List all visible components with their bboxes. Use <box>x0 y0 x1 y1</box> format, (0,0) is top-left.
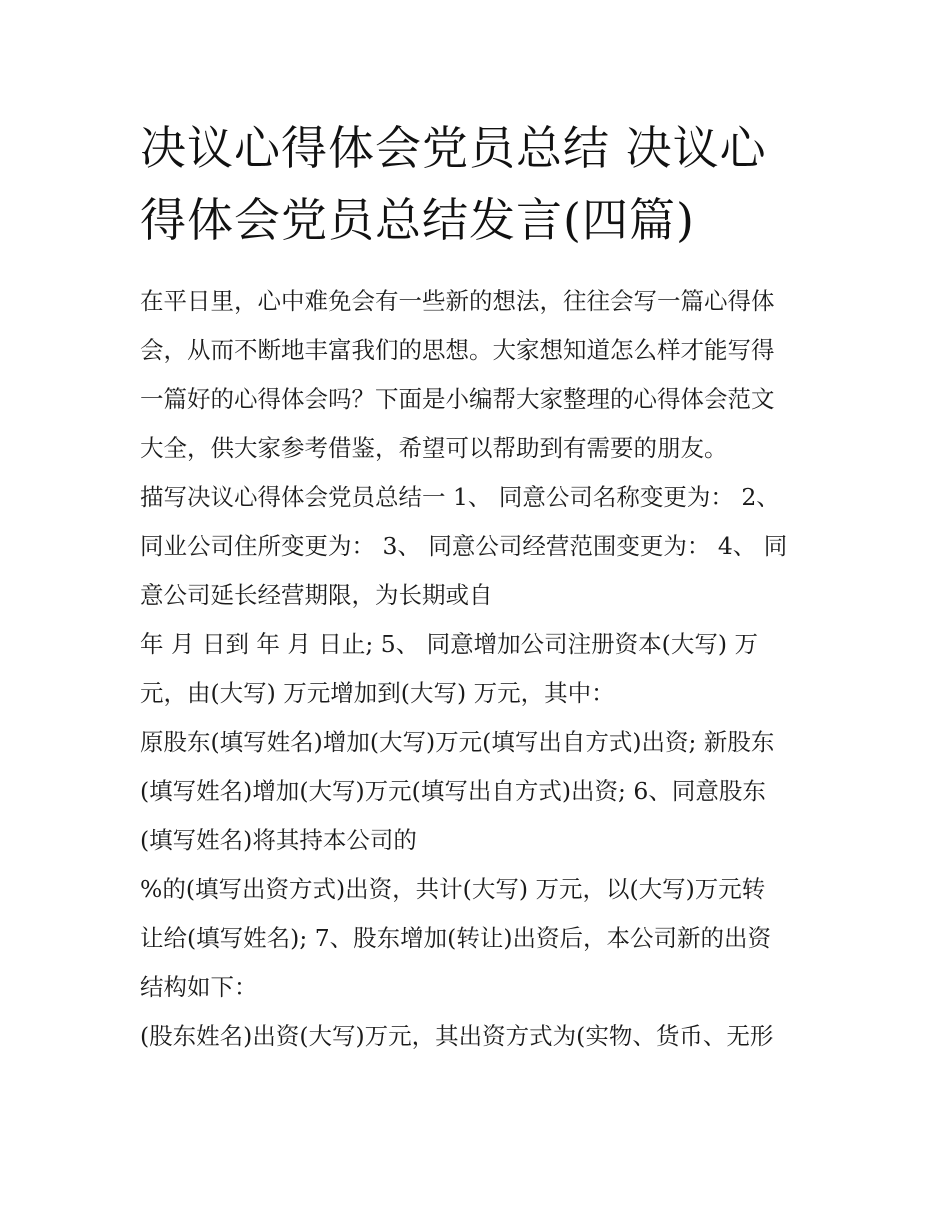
intro-paragraph <box>140 277 820 473</box>
text-line: 年 月 日到 年 月 日止; 5、 同意增加公司注册资本(大写) 万 <box>140 630 758 658</box>
text-line: (填写姓名)增加(大写)万元(填写出自方式)出资; 6、同意股东 <box>140 777 766 805</box>
resolution-paragraph <box>140 473 820 620</box>
text-line: 一篇好的心得体会吗？下面是小编帮大家整理的心得体会范文 <box>140 385 775 413</box>
transfer-paragraph <box>140 865 820 1012</box>
text-line: 描写决议心得体会党员总结一 1、 同意公司名称变更为： 2、 <box>140 483 780 511</box>
text-line: 元，由(大写) 万元增加到(大写) 万元，其中： <box>140 679 615 707</box>
title-line: 决议心得体会党员总结 决议心 <box>140 121 767 175</box>
text-line: (股东姓名)出资(大写)万元，其出资方式为(实物、货币、无形 <box>140 1022 774 1050</box>
text-line: 大全，供大家参考借鉴，希望可以帮助到有需要的朋友。 <box>140 434 728 462</box>
text-line: 原股东(填写姓名)增加(大写)万元(填写出自方式)出资; 新股东 <box>140 728 775 756</box>
text-line: 结构如下： <box>140 973 258 1001</box>
document-title <box>140 112 820 256</box>
text-line: 会，从而不断地丰富我们的思想。大家想知道怎么样才能写得 <box>140 336 775 364</box>
text-line: 在平日里，心中难免会有一些新的想法，往往会写一篇心得体 <box>140 287 775 315</box>
contribution-paragraph <box>140 1012 820 1061</box>
capital-paragraph <box>140 620 820 718</box>
text-line: 让给(填写姓名); 7、股东增加(转让)出资后，本公司新的出资 <box>140 924 772 952</box>
text-line: 意公司延长经营期限，为长期或自 <box>140 581 493 609</box>
text-line: 同业公司住所变更为： 3、 同意公司经营范围变更为： 4、 同 <box>140 532 788 560</box>
text-line: (填写姓名)将其持本公司的 <box>140 826 417 854</box>
shareholder-paragraph <box>140 718 820 865</box>
document-body <box>140 277 820 1061</box>
title-line: 得体会党员总结发言(四篇) <box>140 193 695 247</box>
text-line: %的(填写出资方式)出资，共计(大写) 万元，以(大写)万元转 <box>140 875 766 903</box>
